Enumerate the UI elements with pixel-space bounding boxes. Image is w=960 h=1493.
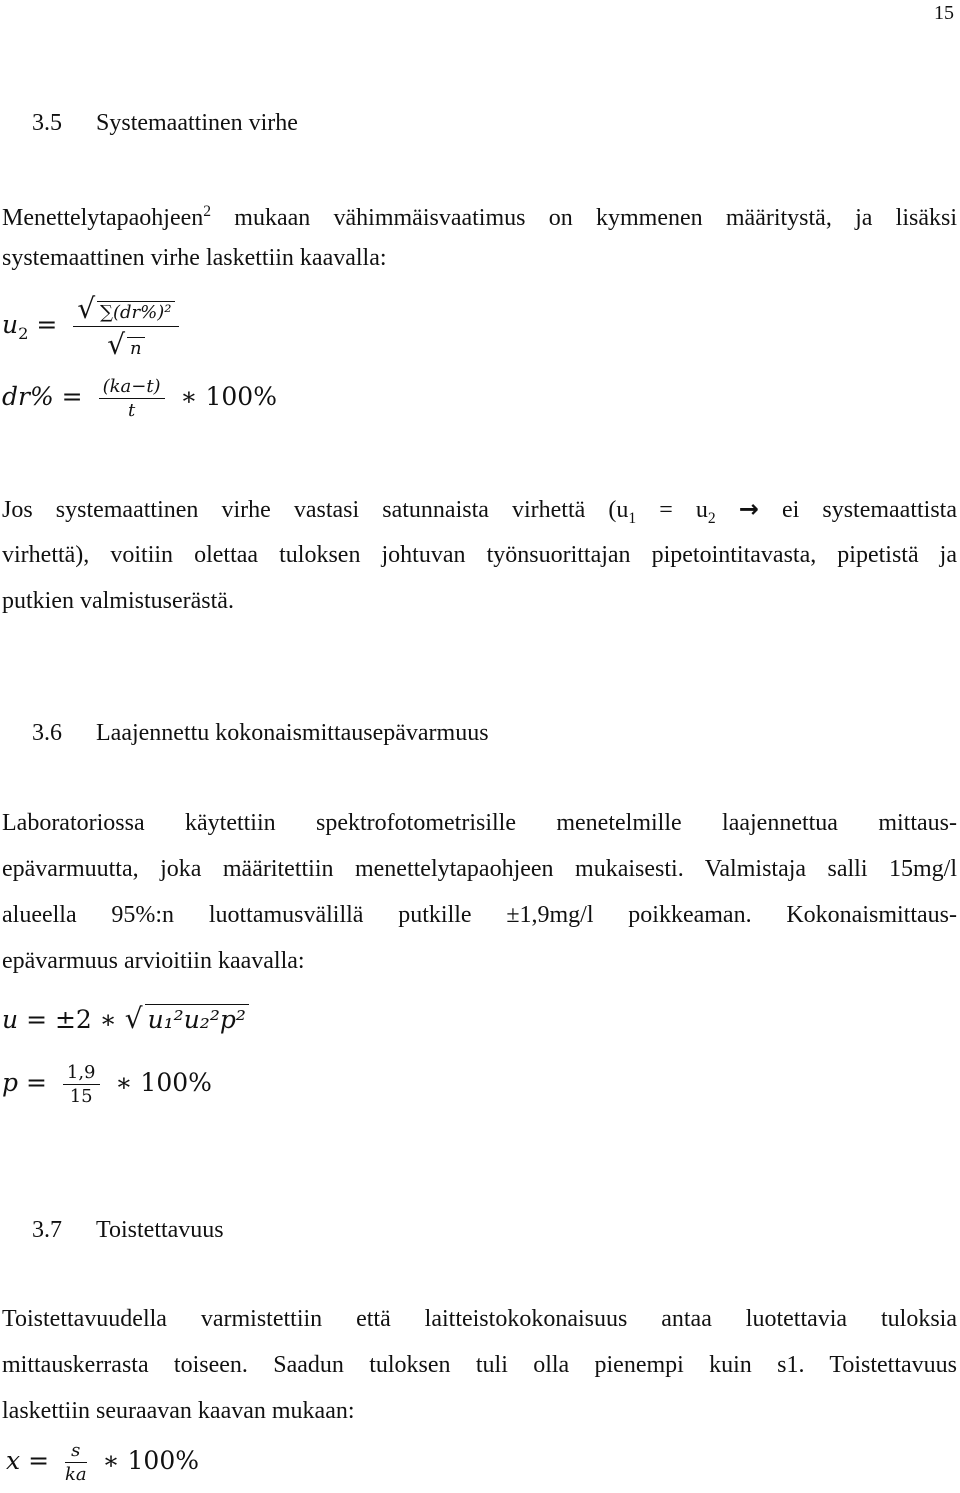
subscript: 2 <box>707 509 716 527</box>
paragraph-line <box>2 189 957 235</box>
footnote-marker: 2 <box>203 203 212 220</box>
section-number: 3.6 <box>32 720 62 746</box>
fraction <box>99 376 165 421</box>
equals-sign: = <box>28 1446 50 1475</box>
section-heading-3-5 <box>32 110 298 137</box>
text-run: Menettelytapaohjeen <box>2 205 204 231</box>
paragraph-line: Toistettavuudella varmistettiin että laitteistokokonaisuus antaa luotettavia tuloksia <box>2 1306 957 1332</box>
radicand: u₁²u₂²p² <box>145 1004 249 1034</box>
paragraph-line <box>2 486 957 532</box>
paragraph-line: epävarmuus arvioitiin kaavalla: <box>2 948 305 974</box>
formula-x <box>6 1440 199 1485</box>
paragraph-line: alueella 95%:n luottamusvälillä putkille ±1,9mg/l poikkeaman. Kokonaismittaus- <box>2 902 957 928</box>
section-heading-3-6 <box>32 720 489 747</box>
formula-lhs: u <box>2 1005 19 1034</box>
fraction-denominator: t <box>127 400 136 421</box>
equals-sign: = <box>61 382 83 411</box>
section-title: Systemaattinen virhe <box>96 110 298 136</box>
paragraph-line: mittauskerrasta toiseen. Saadun tuloksen tuli olla pienempi kuin s1. Toistettavuus <box>2 1352 957 1378</box>
equals-sign: = <box>25 1068 47 1097</box>
formula-lhs: p <box>2 1068 19 1097</box>
subscript: 1 <box>628 509 637 527</box>
text-run: ei systemaattista <box>758 497 957 523</box>
paragraph-line: epävarmuutta, joka määritettiin menettelytapaohjeen mukaisesti. Valmistaja salli 15mg/l <box>2 856 957 882</box>
paragraph-line: putkien valmistuserästä. <box>2 588 234 614</box>
fraction-denominator: √ n <box>73 327 178 361</box>
formula-coefficient: ±2 ∗ <box>54 1005 117 1034</box>
fraction-denominator: 15 <box>69 1086 93 1107</box>
formula-dr <box>2 376 277 421</box>
equals-sign: = <box>36 310 58 339</box>
section-title: Toistettavuus <box>96 1217 224 1243</box>
formula-p <box>2 1062 212 1107</box>
section-title: Laajennettu kokonaismittausepävarmuus <box>96 720 489 746</box>
equals-sign: = <box>26 1005 48 1034</box>
section-number: 3.5 <box>32 110 62 136</box>
formula-lhs: x <box>6 1446 21 1475</box>
fraction <box>73 292 178 361</box>
fraction-numerator: √ ∑(dr%)² <box>73 292 178 327</box>
paragraph-line: laskettiin seuraavan kaavan mukaan: <box>2 1398 355 1424</box>
formula-u: u = ±2 ∗ √ u₁²u₂²p² <box>2 1002 249 1035</box>
formula-lhs: dr% <box>2 382 54 411</box>
radicand: ∑(dr%)² <box>97 301 174 323</box>
fraction-numerator: (ka−t) <box>99 376 165 399</box>
fraction <box>65 1440 87 1485</box>
text-run: mukaan vähimmäisvaatimus on kymmenen määritystä, ja lisäksi <box>211 205 957 231</box>
formula-rest: ∗ 100% <box>102 1446 199 1475</box>
paragraph-line: Laboratoriossa käytettiin spektrofotometrisille menetelmille laajennettua mittaus- <box>2 810 957 836</box>
fraction-numerator: 1,9 <box>63 1062 100 1085</box>
paragraph-3-5-conclusion <box>2 486 957 624</box>
section-heading-3-7 <box>32 1217 224 1244</box>
arrow-right-icon: → <box>738 495 759 523</box>
formula-rest: ∗ 100% <box>115 1068 212 1097</box>
formula-lhs: u <box>2 310 19 339</box>
fraction <box>63 1062 100 1107</box>
paragraph-3-5-intro <box>2 189 957 281</box>
formula-subscript: 2 <box>18 324 29 343</box>
section-number: 3.7 <box>32 1217 62 1243</box>
formula-u2 <box>2 292 187 361</box>
text-run: Jos systemaattinen virhe vastasi satunnaista virhettä (u <box>2 497 629 523</box>
paragraph-3-7 <box>2 1296 957 1434</box>
fraction-numerator: s <box>65 1440 87 1463</box>
radicand: n <box>127 337 145 359</box>
paragraph-line: systemaattinen virhe laskettiin kaavalla: <box>2 245 387 271</box>
paragraph-line: virhettä), voitiin olettaa tuloksen johtuvan työnsuorittajan pipetointitavasta, pipetistä ja <box>2 542 957 568</box>
formula-rest: ∗ 100% <box>180 382 277 411</box>
fraction-denominator: ka <box>64 1464 87 1485</box>
text-run: = u <box>636 497 708 523</box>
paragraph-3-6 <box>2 800 957 984</box>
page-number: 15 <box>934 2 954 24</box>
